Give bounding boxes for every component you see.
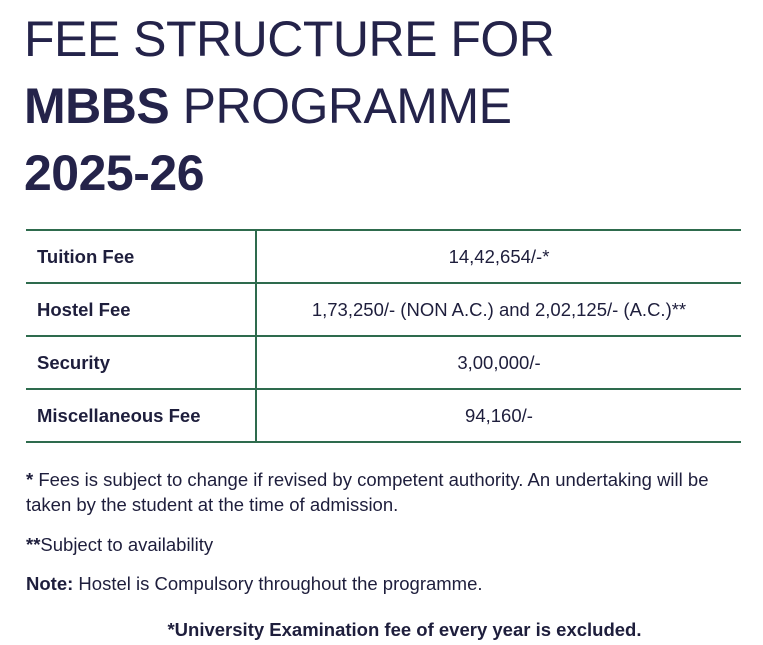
availability-note bbox=[26, 532, 746, 557]
fee-table bbox=[26, 229, 741, 443]
table-row bbox=[26, 283, 741, 336]
note-label: Note: bbox=[26, 573, 74, 594]
note-text: Hostel is Compulsory throughout the programme. bbox=[73, 573, 483, 594]
table-row bbox=[26, 389, 741, 442]
fee-label: Security bbox=[26, 336, 256, 389]
fee-change-note bbox=[26, 467, 746, 517]
title-line-2 bbox=[24, 73, 554, 140]
fee-value: 1,73,250/- (NON A.C.) and 2,02,125/- (A.C.)** bbox=[256, 283, 741, 336]
title-line-3 bbox=[24, 140, 554, 207]
note-text: *University Examination fee of every year is excluded. bbox=[167, 619, 642, 640]
hostel-note bbox=[26, 571, 746, 596]
title-session-year: 2025-26 bbox=[24, 145, 204, 201]
table-row bbox=[26, 230, 741, 283]
fee-value: 94,160/- bbox=[256, 389, 741, 442]
fee-value: 14,42,654/-* bbox=[256, 230, 741, 283]
title-line-1: FEE STRUCTURE FOR bbox=[24, 11, 555, 67]
exam-fee-note bbox=[0, 617, 763, 642]
fee-label: Tuition Fee bbox=[26, 230, 256, 283]
fee-label: Hostel Fee bbox=[26, 283, 256, 336]
title-programme-word: PROGRAMME bbox=[169, 78, 512, 134]
title-programme-name: MBBS bbox=[24, 78, 170, 134]
page-title bbox=[24, 6, 554, 207]
note-double-asterisk: ** bbox=[26, 534, 41, 555]
note-text: Fees is subject to change if revised by competent authority. An undertaking will be taken by the student at the time of admission. bbox=[26, 469, 709, 515]
note-asterisk: * bbox=[26, 469, 34, 490]
fee-value: 3,00,000/- bbox=[256, 336, 741, 389]
fee-label: Miscellaneous Fee bbox=[26, 389, 256, 442]
table-row bbox=[26, 336, 741, 389]
note-text: Subject to availability bbox=[40, 534, 214, 555]
